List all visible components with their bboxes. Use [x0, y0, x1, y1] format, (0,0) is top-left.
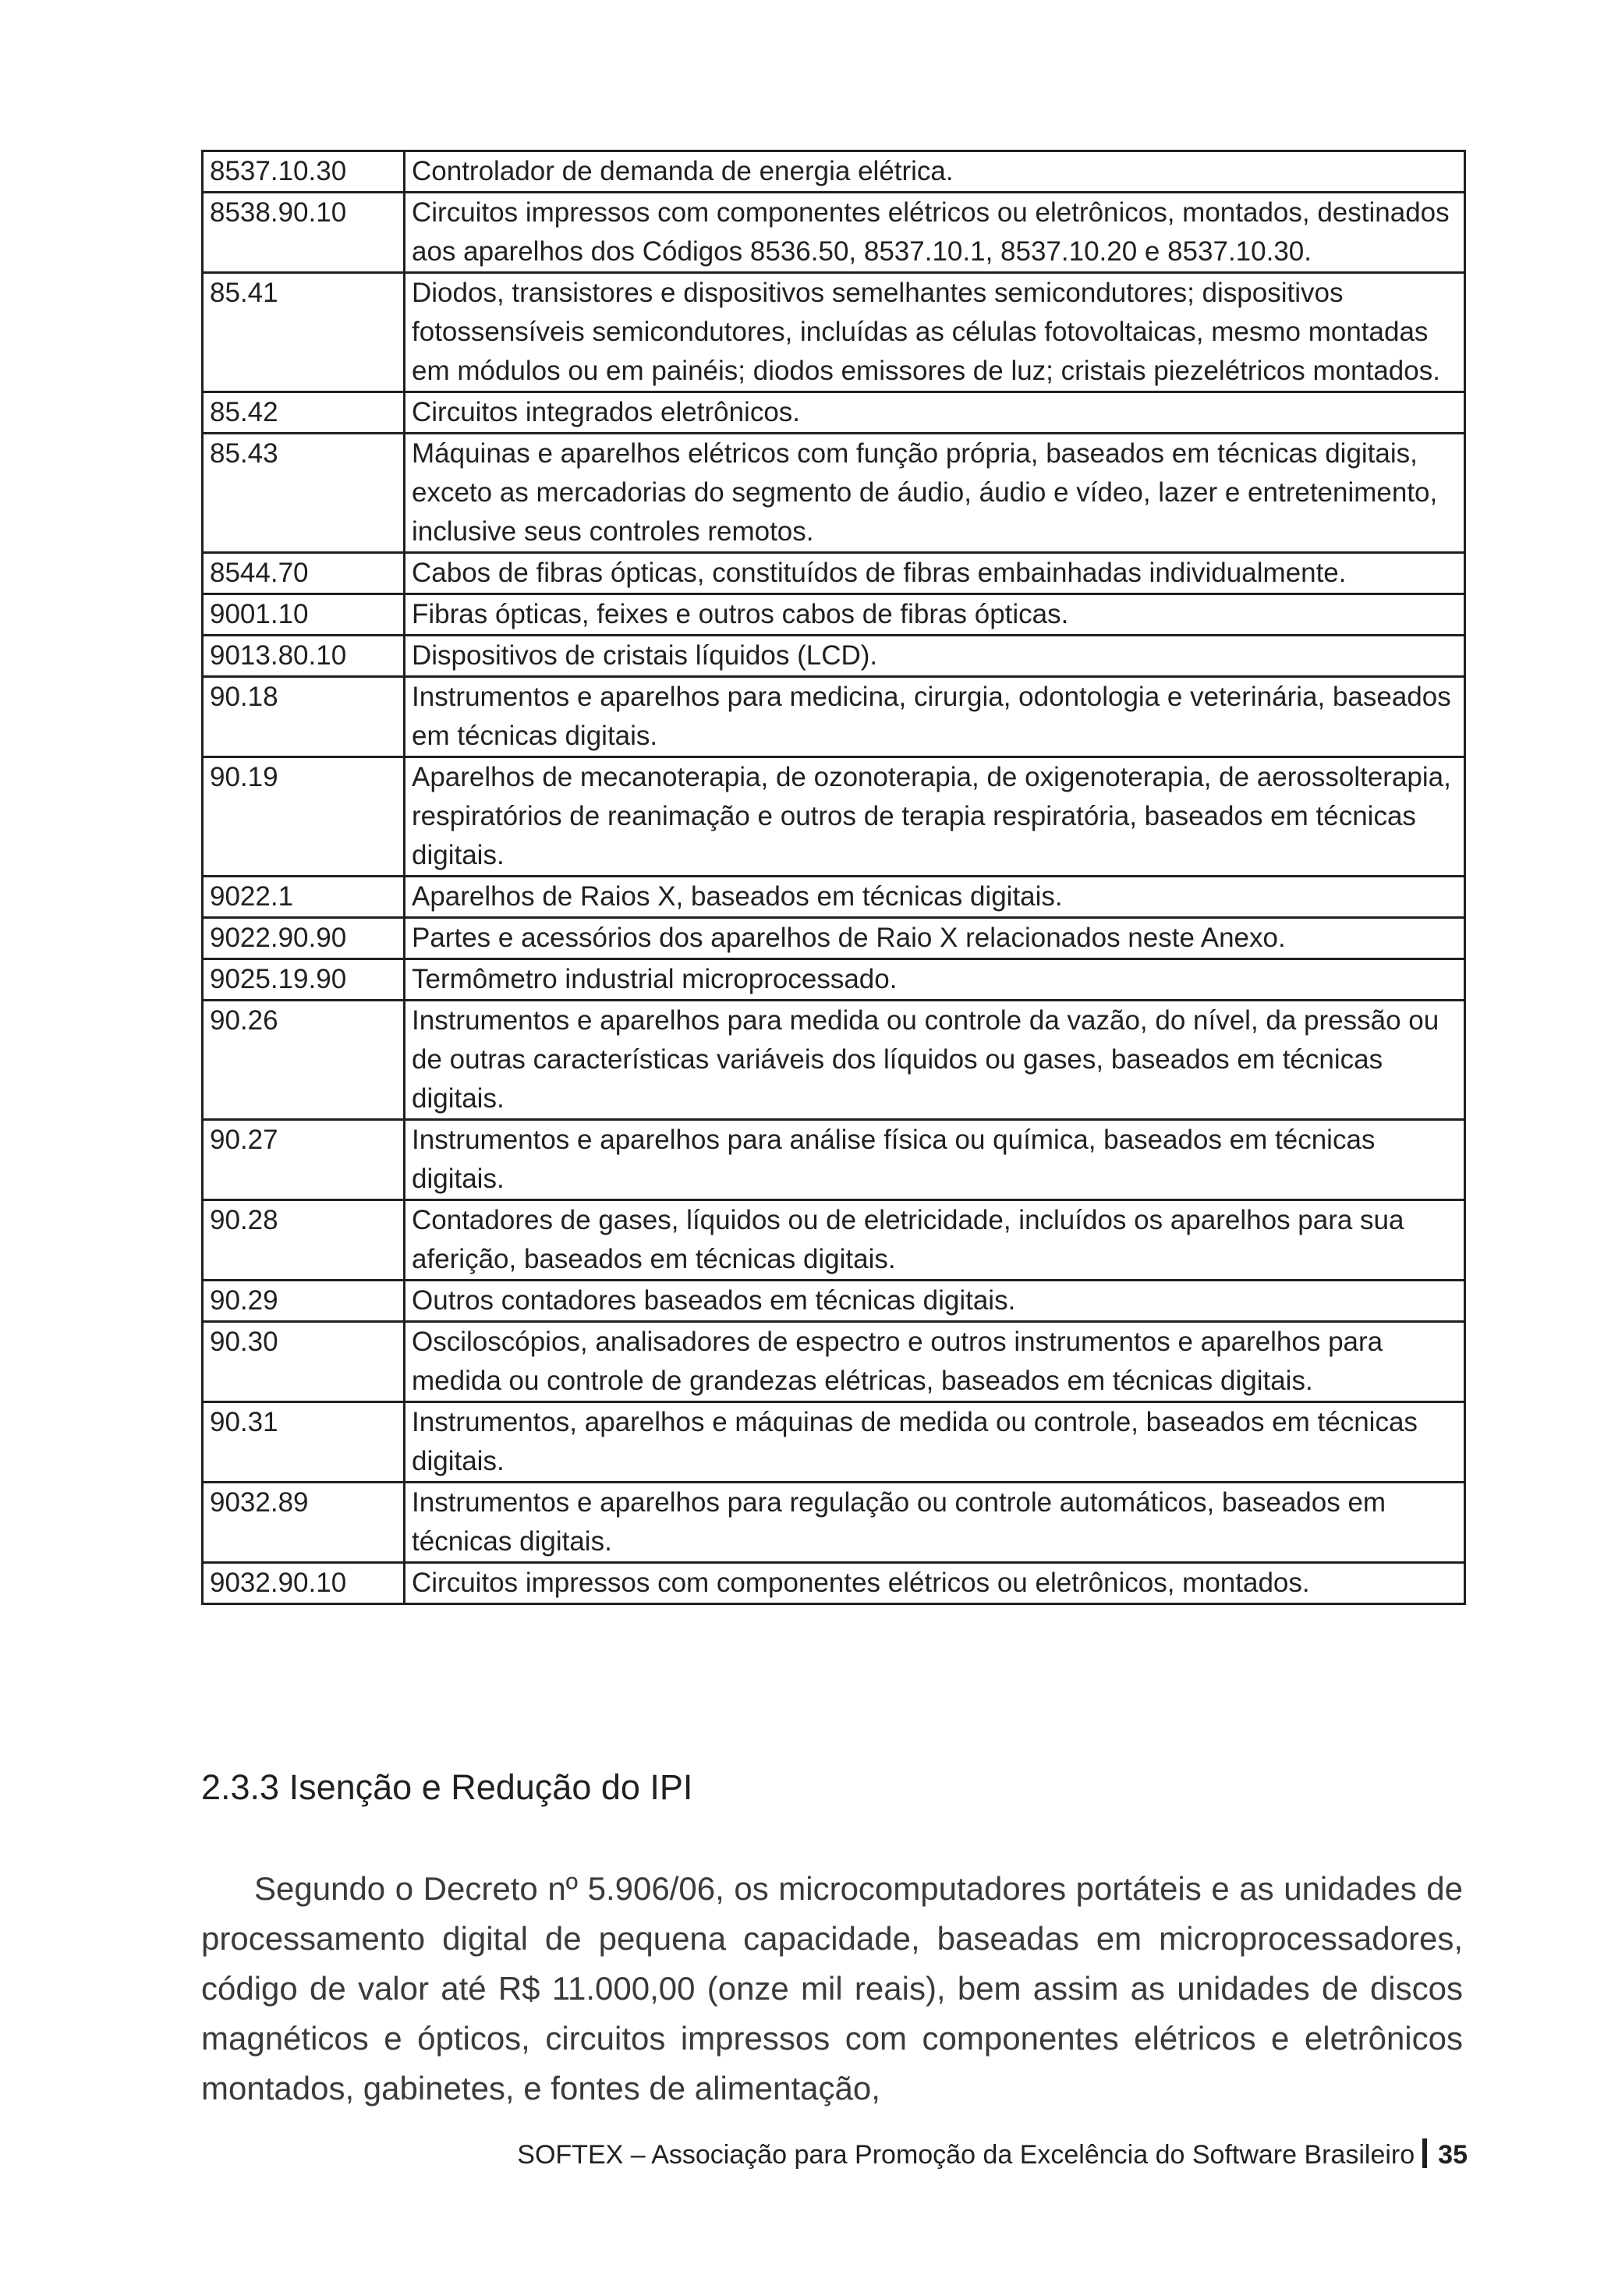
- ncm-description-cell: Osciloscópios, analisadores de espectro e outros instrumentos e aparelhos para medida ou controle de grandezas elétricas, baseados em técnicas digitais.: [405, 1322, 1465, 1402]
- ncm-description-cell: Instrumentos e aparelhos para regulação ou controle automáticos, baseados em técnicas digitais.: [405, 1483, 1465, 1563]
- ncm-description-cell: Aparelhos de Raios X, baseados em técnicas digitais.: [405, 877, 1465, 918]
- ncm-description-cell: Circuitos impressos com componentes elétricos ou eletrônicos, montados, destinados aos aparelhos dos Códigos 8536.50, 8537.10.1, 8537.10.20 e 8537.10.30.: [405, 193, 1465, 273]
- ncm-description-cell: Dispositivos de cristais líquidos (LCD).: [405, 636, 1465, 677]
- ncm-description-cell: Fibras ópticas, feixes e outros cabos de fibras ópticas.: [405, 594, 1465, 636]
- ncm-code-cell: 8544.70: [203, 553, 405, 594]
- ncm-code-cell: 8537.10.30: [203, 151, 405, 193]
- ncm-code-cell: 9001.10: [203, 594, 405, 636]
- ncm-code-cell: 90.18: [203, 677, 405, 757]
- table-row: [203, 434, 1465, 553]
- table-row: [203, 959, 1465, 1001]
- ncm-description-cell: Instrumentos e aparelhos para medida ou controle da vazão, do nível, da pressão ou de outras características variáveis dos líquidos ou gases, baseados em técnicas digitais.: [405, 1001, 1465, 1120]
- table-row: [203, 1322, 1465, 1402]
- table-row: [203, 193, 1465, 273]
- ncm-code-cell: 90.31: [203, 1402, 405, 1483]
- page-number: 35: [1438, 2140, 1468, 2170]
- table-row: [203, 877, 1465, 918]
- ncm-code-cell: 90.26: [203, 1001, 405, 1120]
- ncm-code-cell: 85.41: [203, 273, 405, 392]
- ncm-code-cell: 90.28: [203, 1200, 405, 1281]
- ncm-description-cell: Contadores de gases, líquidos ou de eletricidade, incluídos os aparelhos para sua aferição, baseados em técnicas digitais.: [405, 1200, 1465, 1281]
- table-row: [203, 1563, 1465, 1604]
- ncm-description-cell: Instrumentos e aparelhos para medicina, cirurgia, odontologia e veterinária, baseados em técnicas digitais.: [405, 677, 1465, 757]
- page-footer: [517, 2135, 1468, 2174]
- footer-publisher-text: SOFTEX – Associação para Promoção da Excelência do Software Brasileiro: [517, 2140, 1415, 2170]
- table-row: [203, 392, 1465, 434]
- table-row: [203, 1281, 1465, 1322]
- ncm-description-cell: Termômetro industrial microprocessado.: [405, 959, 1465, 1001]
- table-row: [203, 273, 1465, 392]
- ncm-code-cell: 9032.89: [203, 1483, 405, 1563]
- table-row: [203, 553, 1465, 594]
- ncm-description-cell: Circuitos impressos com componentes elétricos ou eletrônicos, montados.: [405, 1563, 1465, 1604]
- ncm-code-cell: 9022.1: [203, 877, 405, 918]
- ncm-code-cell: 9013.80.10: [203, 636, 405, 677]
- ncm-table-body: [203, 151, 1465, 1604]
- ncm-description-cell: Aparelhos de mecanoterapia, de ozonoterapia, de oxigenoterapia, de aerossolterapia, respiratórios de reanimação e outros de terapia respiratória, baseados em técnicas digitais.: [405, 757, 1465, 877]
- ncm-description-cell: Outros contadores baseados em técnicas digitais.: [405, 1281, 1465, 1322]
- ncm-description-cell: Instrumentos, aparelhos e máquinas de medida ou controle, baseados em técnicas digitais.: [405, 1402, 1465, 1483]
- ncm-code-table: [201, 150, 1466, 1605]
- ncm-description-cell: Partes e acessórios dos aparelhos de Raio X relacionados neste Anexo.: [405, 918, 1465, 959]
- table-row: [203, 1200, 1465, 1281]
- body-paragraph: Segundo o Decreto nº 5.906/06, os microcomputadores portáteis e as unidades de processamento digital de pequena capacidade, baseadas em microprocessadores, código de valor até R$ 11.000,00 (onze mil reais), bem assim as unidades de discos magnéticos e ópticos, circuitos impressos com componentes elétricos e eletrônicos montados, gabinetes, e fontes de alimentação,: [201, 1870, 1463, 2106]
- footer-separator: [1422, 2138, 1427, 2168]
- table-row: [203, 1402, 1465, 1483]
- table-row: [203, 677, 1465, 757]
- ncm-code-cell: 90.29: [203, 1281, 405, 1322]
- table-row: [203, 151, 1465, 193]
- ncm-description-cell: Instrumentos e aparelhos para análise física ou química, baseados em técnicas digitais.: [405, 1120, 1465, 1200]
- ncm-description-cell: Cabos de fibras ópticas, constituídos de fibras embainhadas individualmente.: [405, 553, 1465, 594]
- section-heading: 2.3.3 Isenção e Redução do IPI: [201, 1767, 693, 1807]
- ncm-description-cell: Diodos, transistores e dispositivos semelhantes semicondutores; dispositivos fotossensíveis semicondutores, incluídas as células fotovoltaicas, mesmo montadas em módulos ou em painéis; diodos emissores de luz; cristais piezelétricos montados.: [405, 273, 1465, 392]
- ncm-code-cell: 9025.19.90: [203, 959, 405, 1001]
- table-row: [203, 757, 1465, 877]
- table-row: [203, 1001, 1465, 1120]
- ncm-code-cell: 85.42: [203, 392, 405, 434]
- ncm-code-cell: 9022.90.90: [203, 918, 405, 959]
- table-row: [203, 1483, 1465, 1563]
- ncm-code-cell: 90.19: [203, 757, 405, 877]
- table-row: [203, 918, 1465, 959]
- ncm-description-cell: Máquinas e aparelhos elétricos com função própria, baseados em técnicas digitais, exceto as mercadorias do segmento de áudio, áudio e vídeo, lazer e entretenimento, inclusive seus controles remotos.: [405, 434, 1465, 553]
- ncm-description-cell: Controlador de demanda de energia elétrica.: [405, 151, 1465, 193]
- ncm-description-cell: Circuitos integrados eletrônicos.: [405, 392, 1465, 434]
- ncm-code-cell: 9032.90.10: [203, 1563, 405, 1604]
- table-row: [203, 636, 1465, 677]
- ncm-code-cell: 90.27: [203, 1120, 405, 1200]
- ncm-code-cell: 90.30: [203, 1322, 405, 1402]
- table-row: [203, 1120, 1465, 1200]
- table-row: [203, 594, 1465, 636]
- ncm-code-cell: 85.43: [203, 434, 405, 553]
- ncm-code-cell: 8538.90.10: [203, 193, 405, 273]
